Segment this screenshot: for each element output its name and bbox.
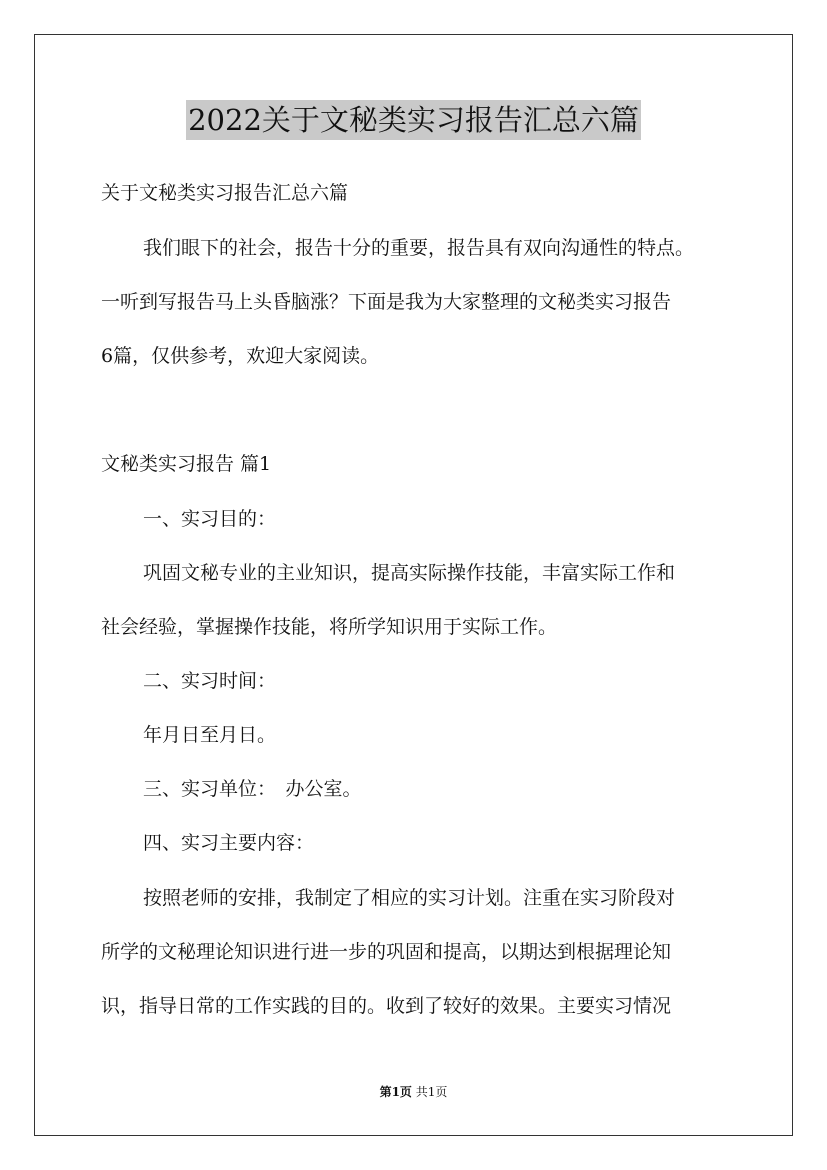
paragraph-line: 一听到写报告马上头昏脑涨？下面是我为大家整理的文秘类实习报告: [101, 291, 672, 313]
paragraph-line: 三、实习单位： 办公室。: [143, 778, 362, 800]
subtitle-line: 关于文秘类实习报告汇总六篇: [101, 182, 349, 204]
document-title-block: [0, 100, 827, 140]
paragraph-line: 一、实习目的：: [143, 508, 277, 530]
paragraph-line: 社会经验，掌握操作技能，将所学知识用于实际工作。: [101, 616, 558, 638]
page-number: 第1页: [379, 1085, 412, 1099]
paragraph-line: 二、实习时间：: [143, 670, 277, 692]
document-title: 2022关于文秘类实习报告汇总六篇: [186, 100, 641, 140]
paragraph-line: 所学的文秘理论知识进行进一步的巩固和提高，以期达到根据理论知: [101, 941, 672, 963]
paragraph-line: 四、实习主要内容：: [143, 832, 315, 854]
page-footer: [0, 1084, 827, 1100]
paragraph-line: 我们眼下的社会，报告十分的重要，报告具有双向沟通性的特点。: [143, 237, 695, 259]
page-total: 共1页: [415, 1085, 448, 1099]
paragraph-line: 巩固文秘专业的主业知识，提高实际操作技能，丰富实际工作和: [143, 562, 676, 584]
paragraph-line: 6篇，仅供参考，欢迎大家阅读。: [101, 345, 380, 367]
section-heading: 文秘类实习报告 篇1: [101, 453, 272, 475]
paragraph-line: 识，指导日常的工作实践的目的。收到了较好的效果。主要实习情况: [101, 995, 672, 1017]
paragraph-line: 按照老师的安排，我制定了相应的实习计划。注重在实习阶段对: [143, 887, 676, 909]
paragraph-line: 年月日至月日。: [143, 724, 277, 746]
